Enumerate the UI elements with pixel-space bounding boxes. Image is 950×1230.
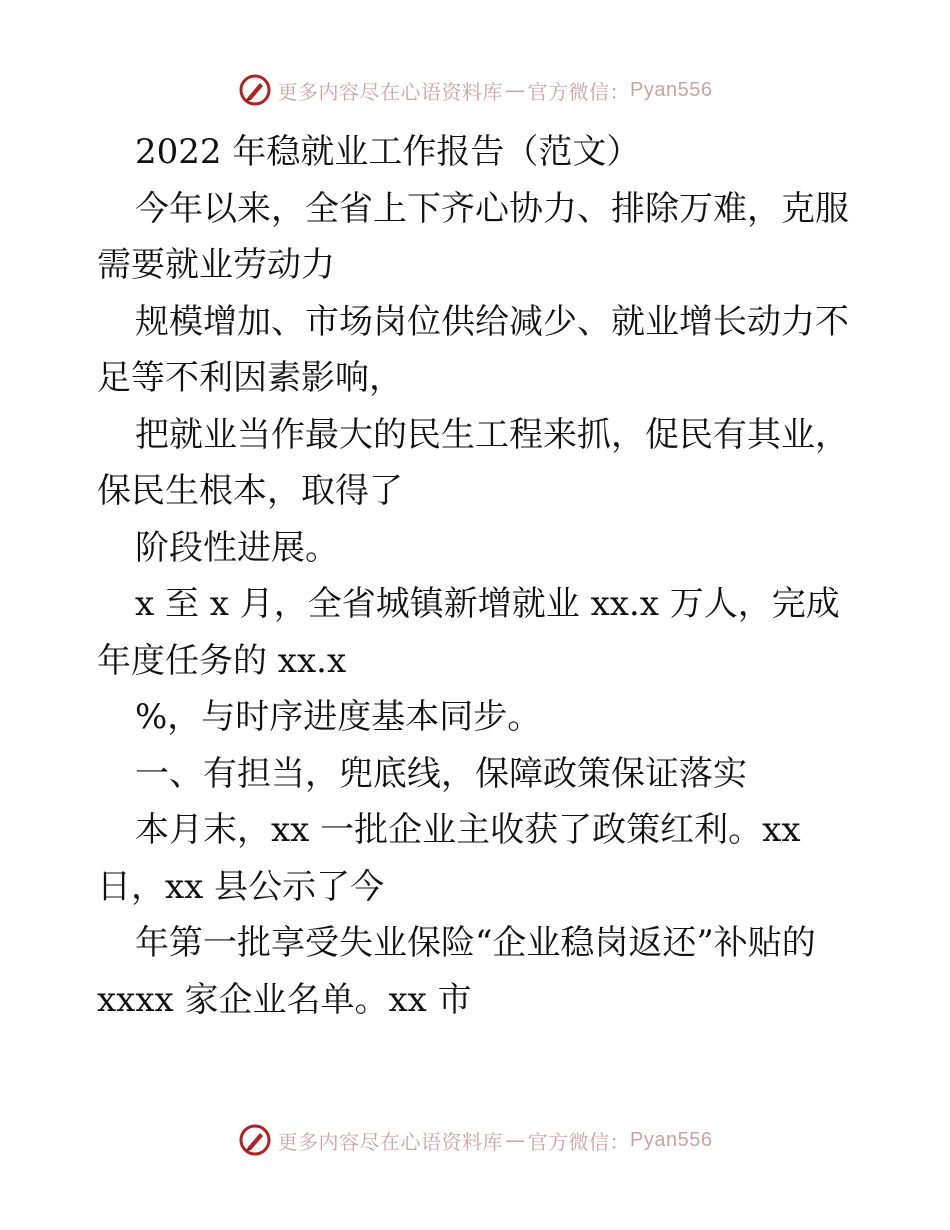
footer-watermark — [0, 1120, 950, 1160]
paragraph-line: 年度任务的 xx.x — [97, 640, 347, 681]
paragraph-line: 足等不利因素影响， — [97, 358, 403, 398]
paragraph-line: xxxx 家企业名单。xx 市 — [97, 979, 472, 1020]
paragraph-line: 本月末，xx 一批企业主收获了政策红利。xx — [135, 810, 801, 850]
document-title: 2022 年稳就业工作报告（范文） — [135, 132, 641, 172]
watermark-text: 更多内容尽在心语资料库 — [277, 79, 504, 104]
watermark-wechat-label: 官方微信： — [527, 1129, 631, 1154]
pen-logo-icon — [238, 1123, 272, 1157]
pen-logo-icon — [238, 73, 272, 107]
paragraph-line: 今年以来，全省上下齐心协力、排除万难，克服 — [135, 188, 849, 229]
paragraph-line: %，与时序进度基本同步。 — [135, 697, 542, 737]
paragraph-line: 把就业当作最大的民生工程来抓，促民有其业， — [135, 414, 849, 455]
paragraph-line: 需要就业劳动力 — [97, 245, 335, 285]
paragraph-line: 阶段性进展。 — [135, 527, 339, 568]
paragraph-line: 保民生根本，取得了 — [97, 471, 403, 511]
document-body — [97, 124, 857, 1028]
watermark-separator: — — [505, 1128, 526, 1152]
watermark-text: 更多内容尽在心语资料库 — [277, 1129, 504, 1154]
section-heading: 一、有担当，兜底线，保障政策保证落实 — [135, 753, 747, 794]
paragraph-line: 日，xx 县公示了今 — [97, 866, 385, 907]
watermark-wechat-label: 官方微信： — [527, 79, 631, 104]
header-watermark — [0, 70, 950, 110]
paragraph-line: 年第一批享受失业保险“企业稳岗返还”补贴的 — [135, 923, 816, 963]
watermark-wechat-handle: Pyan556 — [630, 1128, 713, 1151]
watermark-separator: — — [505, 78, 526, 102]
watermark-wechat-handle: Pyan556 — [630, 78, 713, 101]
paragraph-line: 规模增加、市场岗位供给减少、就业增长动力不 — [135, 301, 849, 342]
paragraph-line: x 至 x 月，全省城镇新增就业 xx.x 万人，完成 — [135, 584, 840, 624]
